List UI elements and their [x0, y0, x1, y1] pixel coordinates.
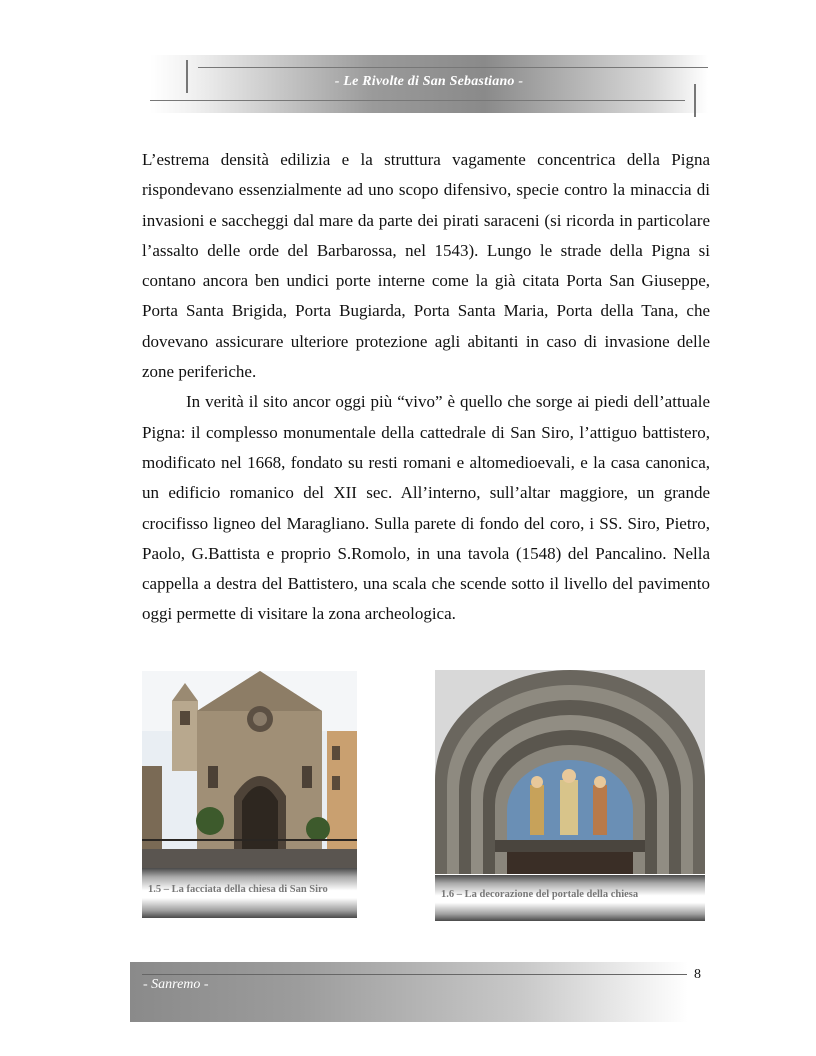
running-header-title: - Le Rivolte di San Sebastiano -	[334, 74, 524, 89]
body-text	[142, 145, 710, 630]
paragraph-1: L’estrema densità edilizia e la struttura vagamente concentrica della Pigna rispondevano essenzialmente ad uno scopo difensivo, specie contro la minaccia di invasioni e saccheggi dal mare da parte dei pirati saraceni (si ricorda in particolare l’assalto delle orde del Barbarossa, nel 1543). Lungo le strade della Pigna si contano ancora ben undici porte interne come la già citata Porta San Giuseppe, Porta Santa Brigida, Porta Bugiarda, Porta Santa Maria, Porta della Tana, che dovevano assicurare ulteriore protezione agli abitanti in caso di invasione delle zone periferiche.	[142, 150, 710, 382]
header-rule-bottom	[150, 100, 685, 101]
figure-portal-decoration	[435, 670, 705, 874]
header-rule-top	[198, 67, 708, 68]
figure-caption-1: 1.5 – La facciata della chiesa di San Siro	[142, 868, 357, 918]
figure-cathedral-facade	[142, 671, 357, 868]
footer-rule	[142, 974, 687, 975]
figure-caption-2: 1.6 – La decorazione del portale della chiesa	[435, 875, 705, 921]
footer-band	[130, 962, 688, 1022]
page-number: 8	[694, 967, 701, 982]
paragraph-2: In verità il sito ancor oggi più “vivo” è quello che sorge ai piedi dell’attuale Pigna: il complesso monumentale della cattedrale di San Siro, l’attiguo battistero, modificato nel 1668, fondato su resti romani e altomedioevali, e la casa canonica, un edificio romanico del XII sec. All’interno, sull’altar maggiore, un grande crocifisso ligneo del Maragliano. Sulla parete di fondo del coro, i SS. Siro, Pietro, Paolo, G.Battista e proprio S.Romolo, in una tavola (1548) del Pancalino. Nella cappella a destra del Battistero, una scala che scende sotto il livello del pavimento oggi permette di visitare la zona archeologica.	[142, 392, 710, 624]
running-footer-text: - Sanremo -	[143, 977, 209, 992]
